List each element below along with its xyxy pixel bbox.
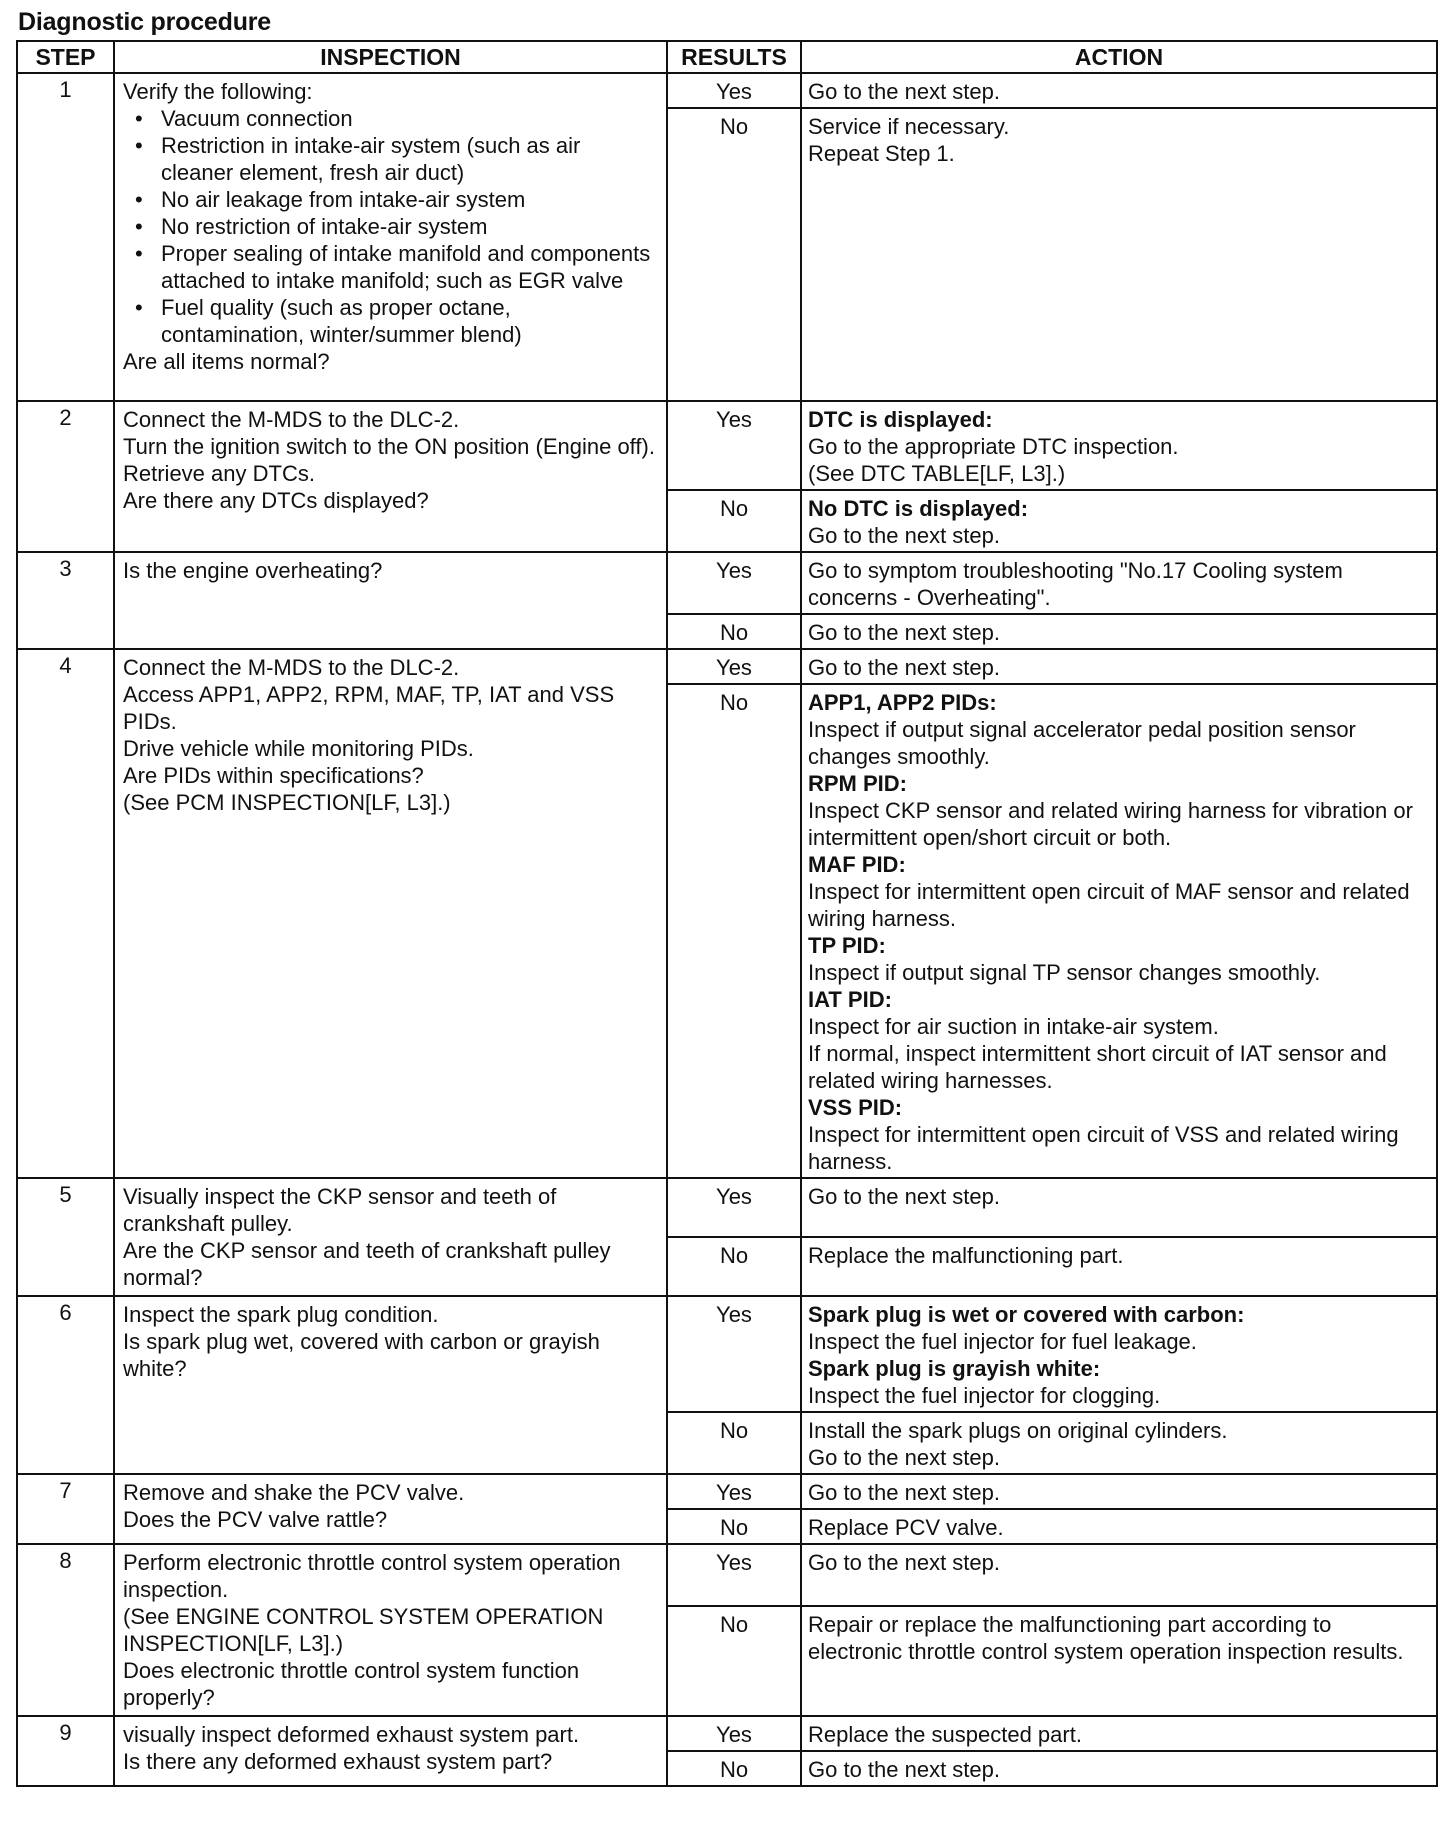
inspection-line: Connect the M-MDS to the DLC-2. bbox=[123, 655, 460, 680]
action-line: Repair or replace the malfunctioning part according to electronic throttle control system operation inspection results. bbox=[808, 1612, 1404, 1665]
table-row bbox=[17, 73, 1437, 108]
inspection-bullet-list bbox=[123, 105, 658, 348]
table-row bbox=[17, 649, 1437, 684]
step-number: 2 bbox=[17, 401, 114, 552]
action-line: Inspect for intermittent open circuit of VSS and related wiring harness. bbox=[808, 1122, 1399, 1174]
result-cell: Yes bbox=[667, 1178, 801, 1237]
list-item: • Vacuum connection bbox=[161, 105, 658, 132]
action-cell bbox=[801, 490, 1437, 552]
inspection-line: Drive vehicle while monitoring PIDs. bbox=[123, 736, 474, 761]
action-heading: MAF PID: bbox=[808, 852, 906, 877]
inspection-line: Are there any DTCs displayed? bbox=[123, 488, 429, 513]
action-line: (See DTC TABLE[LF, L3].) bbox=[808, 461, 1066, 486]
result-cell: No bbox=[667, 614, 801, 649]
inspection-line: Connect the M-MDS to the DLC-2. bbox=[123, 407, 460, 432]
header-inspection: INSPECTION bbox=[114, 41, 667, 73]
step-number: 7 bbox=[17, 1474, 114, 1544]
table-row bbox=[17, 552, 1437, 614]
action-cell bbox=[801, 649, 1437, 684]
inspection-line: Retrieve any DTCs. bbox=[123, 461, 315, 486]
inspection-cell bbox=[114, 73, 667, 401]
action-line: Replace PCV valve. bbox=[808, 1515, 1004, 1540]
action-line: Go to the next step. bbox=[808, 523, 1001, 548]
action-cell bbox=[801, 73, 1437, 108]
inspection-line: Is there any deformed exhaust system part? bbox=[123, 1749, 553, 1774]
action-line: Replace the malfunctioning part. bbox=[808, 1243, 1124, 1268]
inspection-cell bbox=[114, 1178, 667, 1296]
action-cell bbox=[801, 1716, 1437, 1751]
result-cell: Yes bbox=[667, 401, 801, 490]
action-line: Inspect for intermittent open circuit of MAF sensor and related wiring harness. bbox=[808, 879, 1410, 931]
result-cell: No bbox=[667, 490, 801, 552]
diagnostic-procedure-table bbox=[16, 40, 1438, 1787]
action-line: Inspect if output signal TP sensor changes smoothly. bbox=[808, 960, 1321, 985]
step-number: 9 bbox=[17, 1716, 114, 1786]
inspection-cell bbox=[114, 649, 667, 1178]
action-line: Inspect if output signal accelerator pedal position sensor changes smoothly. bbox=[808, 717, 1356, 769]
action-cell bbox=[801, 684, 1437, 1178]
header-row bbox=[17, 41, 1437, 73]
result-cell: No bbox=[667, 1751, 801, 1786]
action-line: Go to the next step. bbox=[808, 1480, 1001, 1505]
inspection-line: Access APP1, APP2, RPM, MAF, TP, IAT and VSS PIDs. bbox=[123, 682, 615, 734]
result-cell: No bbox=[667, 1606, 801, 1716]
action-heading: Spark plug is wet or covered with carbon: bbox=[808, 1302, 1245, 1327]
inspection-line: Perform electronic throttle control system operation inspection. bbox=[123, 1550, 621, 1602]
result-cell: No bbox=[667, 1237, 801, 1296]
inspection-cell bbox=[114, 1716, 667, 1786]
inspection-line: Turn the ignition switch to the ON position (Engine off). bbox=[123, 434, 655, 459]
table-row bbox=[17, 1544, 1437, 1606]
table-row bbox=[17, 1716, 1437, 1751]
list-item: • Restriction in intake-air system (such as air cleaner element, fresh air duct) bbox=[161, 132, 658, 186]
action-heading: APP1, APP2 PIDs: bbox=[808, 690, 997, 715]
action-cell bbox=[801, 1474, 1437, 1509]
step-number: 5 bbox=[17, 1178, 114, 1296]
step-number: 3 bbox=[17, 552, 114, 649]
action-line: Go to the next step. bbox=[808, 1184, 1001, 1209]
table-row bbox=[17, 401, 1437, 490]
action-line: Go to the next step. bbox=[808, 1757, 1001, 1782]
action-line: Go to the next step. bbox=[808, 79, 1001, 104]
result-cell: Yes bbox=[667, 649, 801, 684]
result-cell: No bbox=[667, 1412, 801, 1474]
action-cell bbox=[801, 1178, 1437, 1237]
inspection-line: visually inspect deformed exhaust system part. bbox=[123, 1722, 580, 1747]
result-cell: Yes bbox=[667, 1474, 801, 1509]
action-cell bbox=[801, 1412, 1437, 1474]
action-cell bbox=[801, 1509, 1437, 1544]
step-number: 6 bbox=[17, 1296, 114, 1474]
action-line: Inspect the fuel injector for fuel leakage. bbox=[808, 1329, 1197, 1354]
inspection-line: Does electronic throttle control system function properly? bbox=[123, 1658, 580, 1710]
action-line: If normal, inspect intermittent short circuit of IAT sensor and related wiring harnesses. bbox=[808, 1041, 1387, 1093]
action-line: Inspect the fuel injector for clogging. bbox=[808, 1383, 1161, 1408]
inspection-cell bbox=[114, 552, 667, 649]
inspection-line: (See ENGINE CONTROL SYSTEM OPERATION INSPECTION[LF, L3].) bbox=[123, 1604, 604, 1656]
action-line: Go to symptom troubleshooting "No.17 Cooling system concerns - Overheating". bbox=[808, 558, 1343, 610]
step-number: 1 bbox=[17, 73, 114, 401]
action-line: Repeat Step 1. bbox=[808, 141, 955, 166]
inspection-line: Is spark plug wet, covered with carbon or grayish white? bbox=[123, 1329, 600, 1381]
action-heading: No DTC is displayed: bbox=[808, 496, 1029, 521]
inspection-line: Is the engine overheating? bbox=[123, 558, 383, 583]
action-cell bbox=[801, 108, 1437, 401]
action-cell bbox=[801, 552, 1437, 614]
header-results: RESULTS bbox=[667, 41, 801, 73]
action-line: Inspect for air suction in intake-air system. bbox=[808, 1014, 1219, 1039]
result-cell: Yes bbox=[667, 73, 801, 108]
step-number: 8 bbox=[17, 1544, 114, 1716]
action-heading: DTC is displayed: bbox=[808, 407, 993, 432]
inspection-line: Verify the following: bbox=[123, 79, 313, 104]
table-row bbox=[17, 1296, 1437, 1412]
result-cell: Yes bbox=[667, 1296, 801, 1412]
inspection-cell bbox=[114, 1544, 667, 1716]
inspection-cell bbox=[114, 1296, 667, 1474]
table-row bbox=[17, 1178, 1437, 1237]
inspection-cell bbox=[114, 1474, 667, 1544]
action-heading: VSS PID: bbox=[808, 1095, 903, 1120]
inspection-cell bbox=[114, 401, 667, 552]
result-cell: No bbox=[667, 108, 801, 401]
header-action: ACTION bbox=[801, 41, 1437, 73]
header-step: STEP bbox=[17, 41, 114, 73]
action-heading: TP PID: bbox=[808, 933, 886, 958]
action-heading: IAT PID: bbox=[808, 987, 892, 1012]
result-cell: Yes bbox=[667, 1716, 801, 1751]
action-cell bbox=[801, 1296, 1437, 1412]
action-line: Service if necessary. bbox=[808, 114, 1010, 139]
inspection-line: Are all items normal? bbox=[123, 349, 330, 374]
action-cell bbox=[801, 1237, 1437, 1296]
action-line: Go to the next step. bbox=[808, 1445, 1001, 1470]
action-line: Go to the next step. bbox=[808, 655, 1001, 680]
step-number: 4 bbox=[17, 649, 114, 1178]
action-heading: Spark plug is grayish white: bbox=[808, 1356, 1101, 1381]
inspection-line: Are the CKP sensor and teeth of crankshaft pulley normal? bbox=[123, 1238, 611, 1290]
action-line: Replace the suspected part. bbox=[808, 1722, 1082, 1747]
result-cell: No bbox=[667, 1509, 801, 1544]
action-heading: RPM PID: bbox=[808, 771, 907, 796]
inspection-line: Remove and shake the PCV valve. bbox=[123, 1480, 465, 1505]
action-line: Go to the appropriate DTC inspection. bbox=[808, 434, 1179, 459]
table-row bbox=[17, 1474, 1437, 1509]
action-line: Install the spark plugs on original cylinders. bbox=[808, 1418, 1228, 1443]
action-line: Inspect CKP sensor and related wiring harness for vibration or intermittent open/short circuit or both. bbox=[808, 798, 1413, 850]
result-cell: Yes bbox=[667, 1544, 801, 1606]
action-cell bbox=[801, 401, 1437, 490]
action-line: Go to the next step. bbox=[808, 1550, 1001, 1575]
action-cell bbox=[801, 1606, 1437, 1716]
inspection-line: Are PIDs within specifications? bbox=[123, 763, 424, 788]
inspection-line: Visually inspect the CKP sensor and teeth of crankshaft pulley. bbox=[123, 1184, 557, 1236]
list-item: • Proper sealing of intake manifold and components attached to intake manifold; such as EGR valve bbox=[161, 240, 658, 294]
result-cell: Yes bbox=[667, 552, 801, 614]
page-title: Diagnostic procedure bbox=[18, 8, 271, 36]
inspection-line: Does the PCV valve rattle? bbox=[123, 1507, 388, 1532]
list-item: • Fuel quality (such as proper octane, contamination, winter/summer blend) bbox=[161, 294, 658, 348]
result-cell: No bbox=[667, 684, 801, 1178]
action-cell bbox=[801, 614, 1437, 649]
action-cell bbox=[801, 1751, 1437, 1786]
list-item: • No air leakage from intake-air system bbox=[161, 186, 658, 213]
action-cell bbox=[801, 1544, 1437, 1606]
action-line: Go to the next step. bbox=[808, 620, 1001, 645]
inspection-line: Inspect the spark plug condition. bbox=[123, 1302, 439, 1327]
inspection-line: (See PCM INSPECTION[LF, L3].) bbox=[123, 790, 451, 815]
list-item: • No restriction of intake-air system bbox=[161, 213, 658, 240]
